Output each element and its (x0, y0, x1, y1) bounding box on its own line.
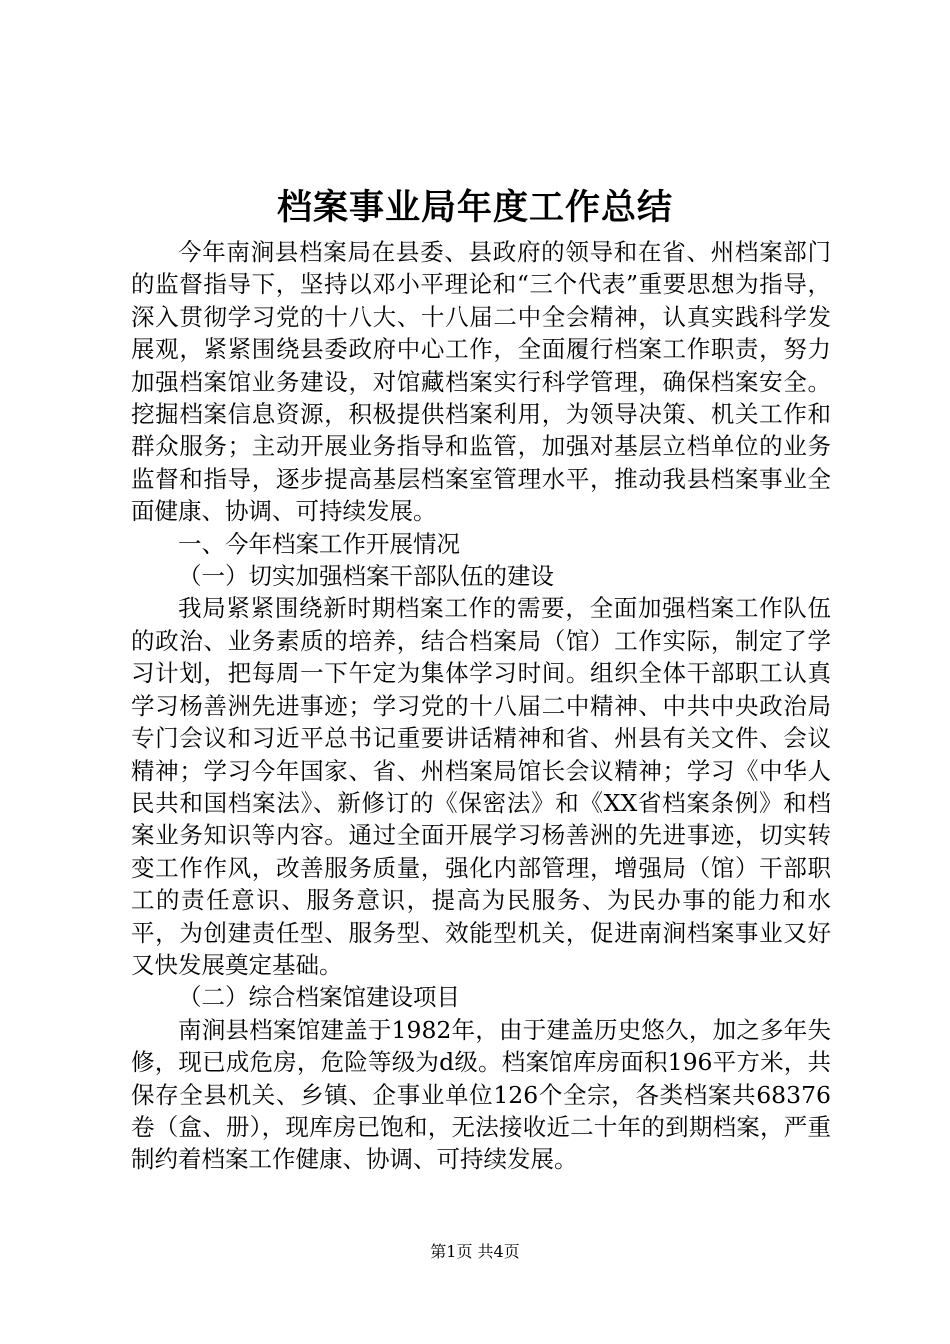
page-number: 第1页 (430, 1242, 473, 1261)
body-paragraph-2: 南涧县档案馆建盖于1982年，由于建盖历史悠久，加之多年失修，现已成危房，危险等级为d级。档案馆库房面积196平方米，共保存全县机关、乡镇、企事业单位126个全宗，各类档案共68376卷（盒、册），现库房已饱和，无法接收近二十年的到期档案，严重制约着档案工作健康、协调、可持续发展。 (131, 1015, 831, 1174)
intro-paragraph: 今年南涧县档案局在县委、县政府的领导和在省、州档案部门的监督指导下，坚持以邓小平理论和“三个代表”重要思想为指导，深入贯彻学习党的十八大、十八届二中全会精神，认真实践科学发展观，紧紧围绕县委政府中心工作，全面履行档案工作职责，努力加强档案馆业务建设，对馆藏档案实行科学管理，确保档案安全。挖掘档案信息资源，积极提供档案利用，为领导决策、机关工作和群众服务；主动开展业务指导和监管，加强对基层立档单位的业务监督和指导，逐步提高基层档案室管理水平，推动我县档案事业全面健康、协调、可持续发展。 (131, 238, 831, 526)
subsection-heading-2: （二）综合档案馆建设项目 (178, 983, 460, 1012)
document-title: 档案事业局年度工作总结 (276, 187, 673, 228)
subsection-heading-1: （一）切实加强档案干部队伍的建设 (178, 562, 554, 591)
section-heading-1: 一、今年档案工作开展情况 (178, 529, 460, 558)
body-paragraph-1: 我局紧紧围绕新时期档案工作的需要，全面加强档案工作队伍的政治、业务素质的培养，结合档案局（馆）工作实际，制定了学习计划，把每周一下午定为集体学习时间。组织全体干部职工认真学习杨善洲先进事迹；学习党的十八届二中精神、中共中央政治局专门会议和习近平总书记重要讲话精神和省、州县有关文件、会议精神；学习今年国家、省、州档案局馆长会议精神；学习《中华人民共和国档案法》、新修订的《保密法》和《XX省档案条例》和档案业务知识等内容。通过全面开展学习杨善洲的先进事迹，切实转变工作作风，改善服务质量，强化内部管理，增强局（馆）干部职工的责任意识、服务意识，提高为民服务、为民办事的能力和水平，为创建责任型、服务型、效能型机关，促进南涧档案事业又好又快发展奠定基础。 (131, 594, 831, 979)
page-footer (0, 1241, 950, 1263)
document-body (131, 236, 831, 1176)
page-total: 共4页 (477, 1242, 520, 1261)
